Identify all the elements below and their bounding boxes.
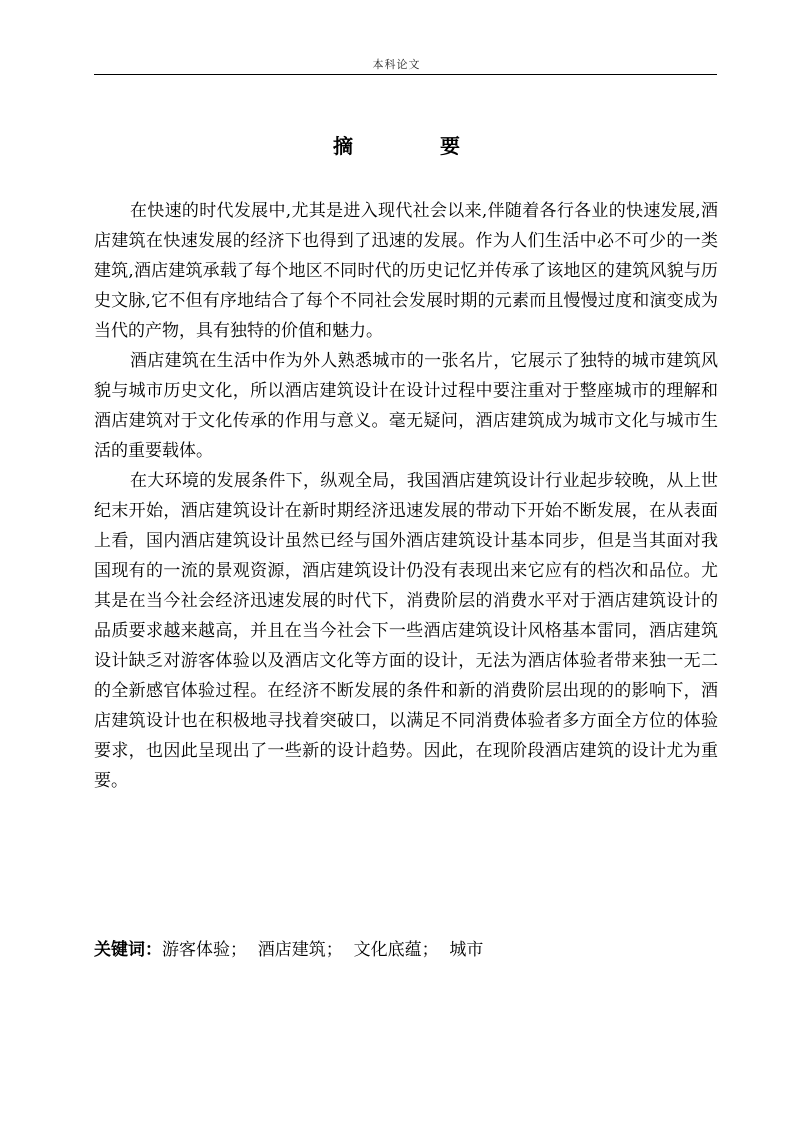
abstract-body [94, 196, 718, 796]
keywords-text: 游客体验； 酒店建筑； 文化底蕴； 城市 [162, 940, 484, 960]
abstract-paragraph-2: 酒店建筑在生活中作为外人熟悉城市的一张名片，它展示了独特的城市建筑风貌与城市历史文化，所以酒店建筑设计在设计过程中要注重对于整座城市的理解和酒店建筑对于文化传承的作用与意义。毫无疑问，酒店建筑成为城市文化与城市生活的重要载体。 [94, 351, 718, 461]
keywords-label: 关键词： [94, 940, 162, 960]
abstract-paragraph-1: 在快速的时代发展中,尤其是进入现代社会以来,伴随着各行各业的快速发展,酒店建筑在快速发展的经济下也得到了迅速的发展。作为人们生活中必不可少的一类建筑,酒店建筑承载了每个地区不同时代的历史记忆并传承了该地区的建筑风貌与历史文脉,它不但有序地结合了每个不同社会发展时期的元素而且慢慢过度和演变成为当代的产物，具有独特的价值和魅力。 [94, 201, 718, 341]
header-divider [94, 74, 717, 75]
abstract-paragraph-3: 在大环境的发展条件下，纵观全局，我国酒店建筑设计行业起步较晚，从上世纪末开始，酒店建筑设计在新时期经济迅速发展的带动下开始不断发展，在从表面上看，国内酒店建筑设计虽然已经与国外酒店建筑设计基本同步，但是当其面对我国现有的一流的景观资源，酒店建筑设计仍没有表现出来它应有的档次和品位。尤其是在当今社会经济迅速发展的时代下，消费阶层的消费水平对于酒店建筑设计的品质要求越来越高，并且在当今社会下一些酒店建筑设计风格基本雷同，酒店建筑设计缺乏对游客体验以及酒店文化等方面的设计，无法为酒店体验者带来独一无二的全新感官体验过程。在经济不断发展的条件和新的消费阶层出现的的影响下，酒店建筑设计也在积极地寻找着突破口，以满足不同消费体验者多方面全方位的体验要求，也因此呈现出了一些新的设计趋势。因此，在现阶段酒店建筑的设计尤为重要。 [94, 471, 718, 791]
abstract-title: 摘 要 [333, 134, 500, 158]
header-text: 本科论文 [372, 58, 421, 71]
keywords-line [94, 937, 483, 963]
